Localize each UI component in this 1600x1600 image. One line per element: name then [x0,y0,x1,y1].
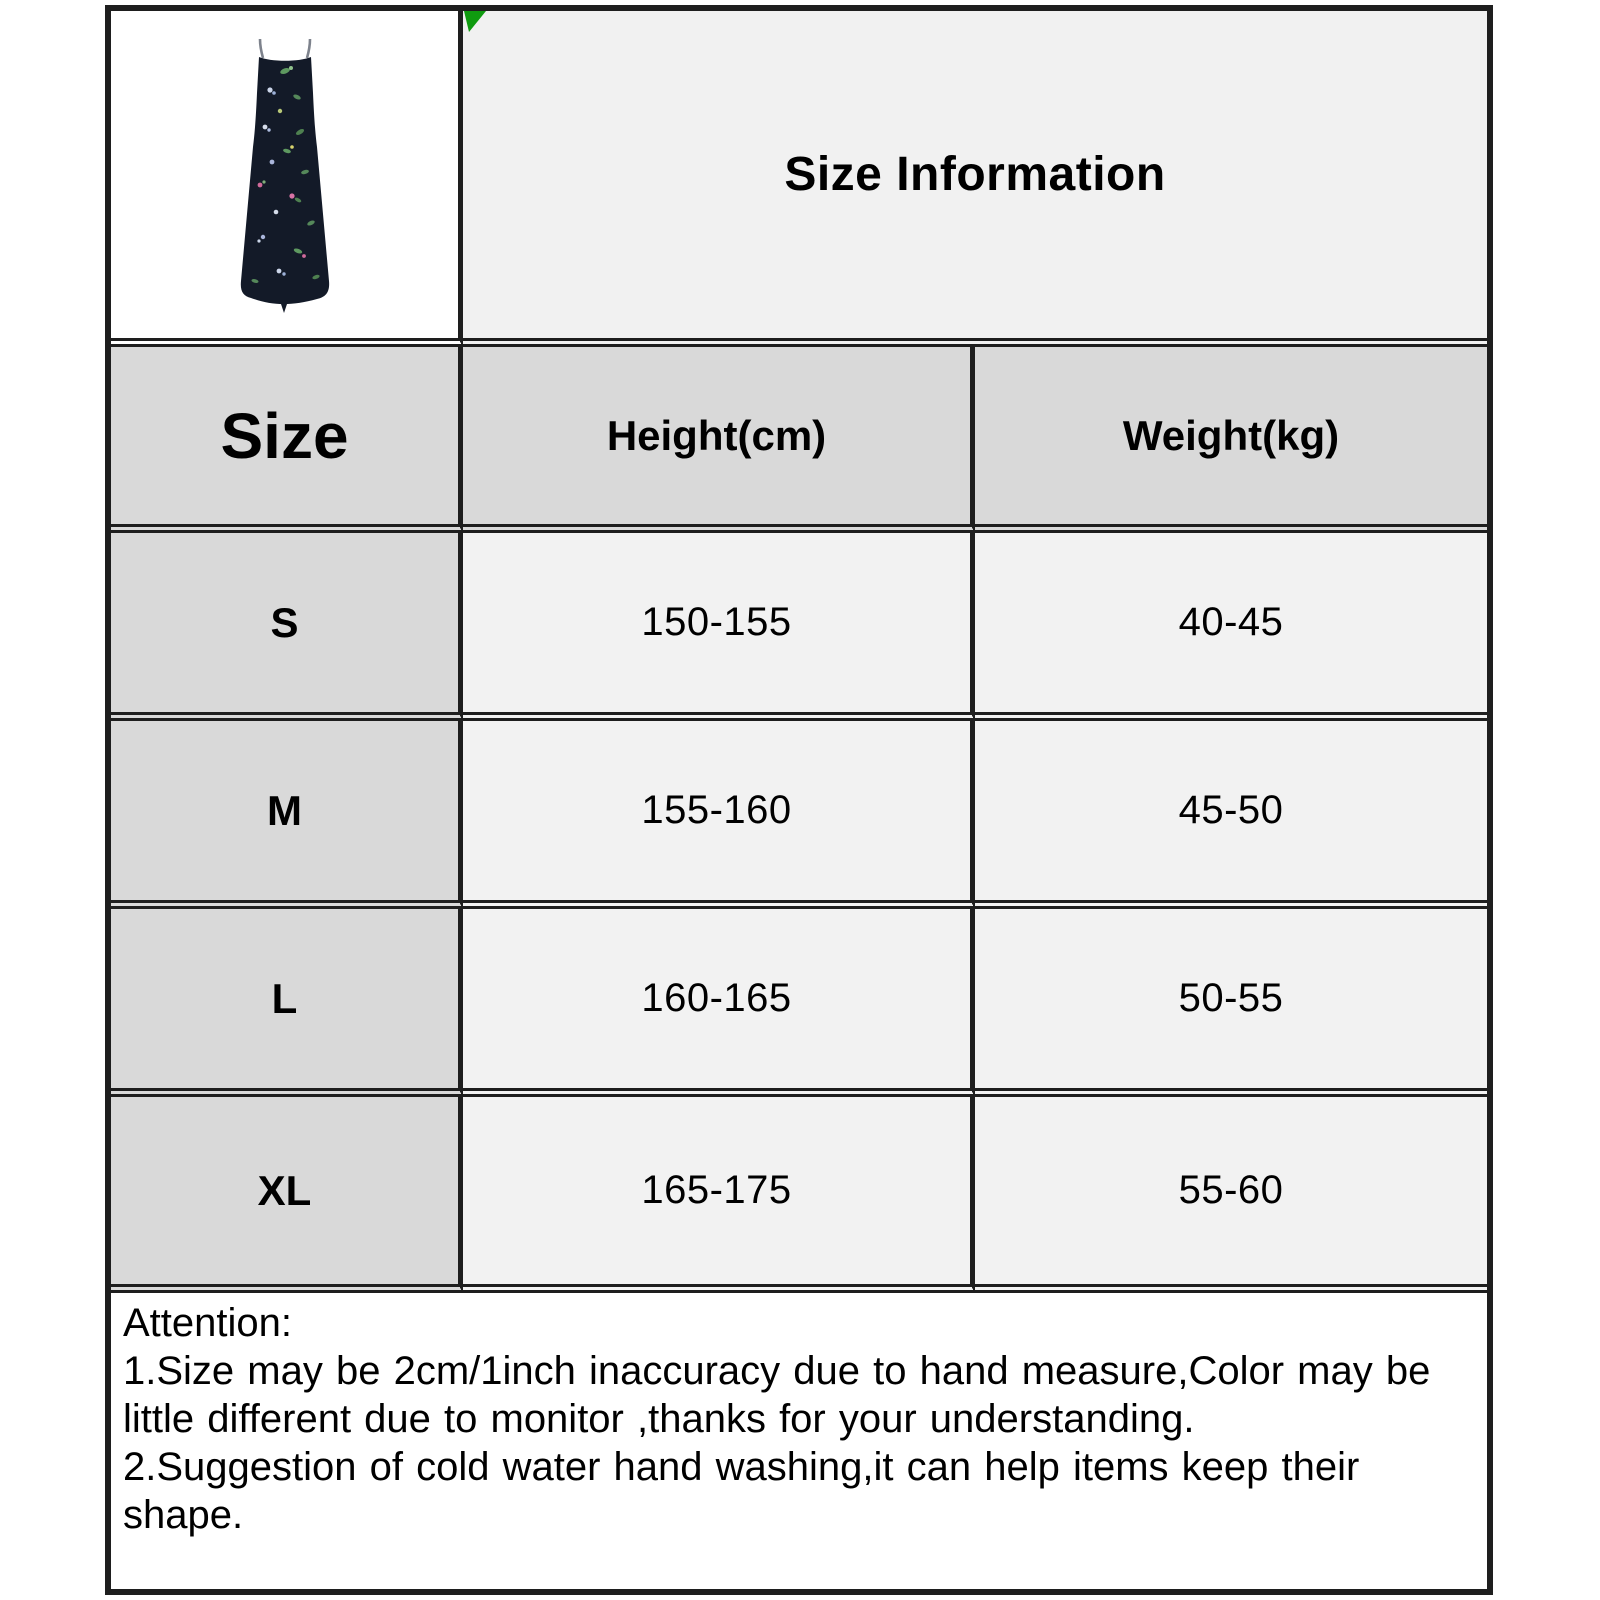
row-m-height: 155-160 [463,721,975,909]
product-image-cell [111,11,463,347]
attention-section [111,1293,1487,1589]
row-s-height: 150-155 [463,533,975,721]
row-s-weight: 40-45 [975,533,1487,721]
dress-strap-left [260,39,263,58]
column-header-height: Height(cm) [463,347,975,533]
row-xl-weight: 55-60 [975,1097,1487,1293]
attention-heading: Attention: [123,1301,293,1345]
dress-hem-notch [279,298,289,313]
row-xl-height: 165-175 [463,1097,975,1293]
dress-image [229,35,341,315]
column-header-size: Size [111,347,463,533]
row-l-height: 160-165 [463,909,975,1097]
size-chart-table [105,5,1493,1595]
row-l-weight: 50-55 [975,909,1487,1097]
row-m-weight: 45-50 [975,721,1487,909]
row-s-label: S [111,533,463,721]
dress-body [240,57,328,304]
attention-note-1: 1.Size may be 2cm/1inch inaccuracy due to hand measure,Color may be little different due to monitor ,thanks for your understanding. [123,1349,1431,1441]
size-information-title-cell [463,11,1487,347]
size-information-title: Size Information [784,148,1166,201]
row-l-label: L [111,909,463,1097]
row-xl-label: XL [111,1097,463,1293]
row-m-label: M [111,721,463,909]
dress-strap-right [307,39,310,58]
column-header-weight: Weight(kg) [975,347,1487,533]
attention-note-2: 2.Suggestion of cold water hand washing,it can help items keep their shape. [123,1445,1360,1537]
green-corner-marker-icon [463,11,487,33]
